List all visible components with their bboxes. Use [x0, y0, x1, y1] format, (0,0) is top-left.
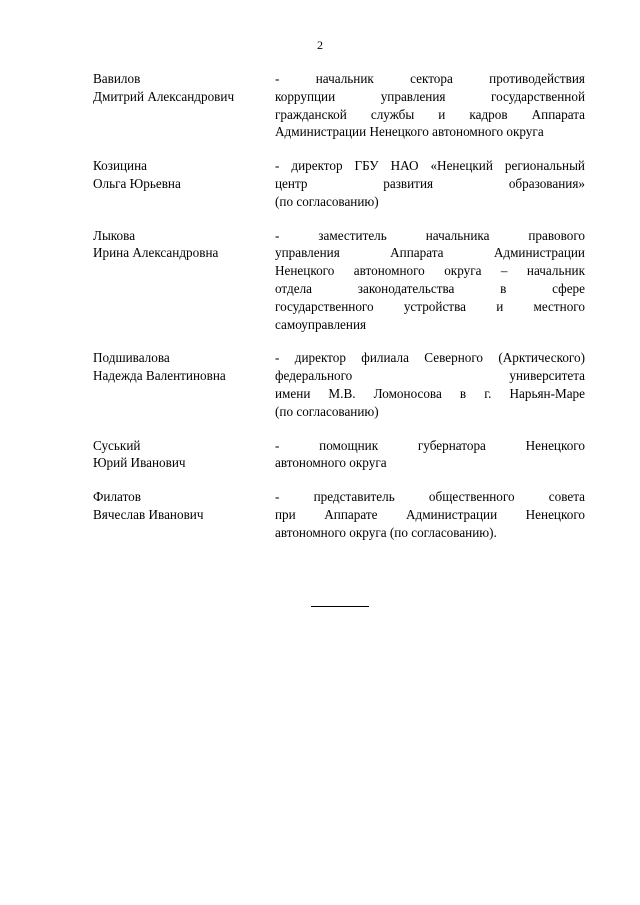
member-name [93, 488, 275, 541]
member-surname: Вавилов [93, 71, 141, 86]
member-entry [93, 488, 585, 541]
position-line: самоуправления [275, 316, 367, 332]
member-position [275, 157, 585, 210]
member-name [93, 437, 275, 473]
position-line: управления Аппарата Администрации [275, 245, 585, 261]
position-line: коррупции управления государственной [275, 88, 585, 104]
member-given-name: Вячеслав Иванович [93, 506, 204, 522]
member-given-name: Дмитрий Александрович [93, 88, 235, 104]
page-number: 2 [317, 38, 323, 52]
member-entry [93, 157, 585, 210]
position-line: при Аппарате Администрации Ненецкого [275, 506, 585, 522]
member-position [275, 488, 585, 541]
position-line: (по согласованию) [275, 403, 379, 419]
member-position [275, 227, 585, 334]
member-name [93, 70, 275, 141]
position-line: Ненецкого автономного округа – начальник [275, 263, 585, 279]
position-line: автономного округа (по согласованию). [275, 524, 497, 540]
member-surname: Суський [93, 437, 141, 453]
position-line: имени М.В. Ломоносова в г. Нарьян-Маре [275, 385, 585, 401]
member-position [275, 70, 585, 141]
member-surname: Филатов [93, 489, 141, 505]
member-surname: Лыкова [93, 227, 136, 243]
member-surname: Подшивалова [93, 350, 170, 366]
member-list [93, 70, 585, 558]
position-line: гражданской службы и кадров Аппарата [275, 106, 585, 122]
member-entry [93, 437, 585, 473]
position-line: Администрации Ненецкого автономного округа [275, 124, 544, 140]
end-of-document-line [311, 606, 369, 607]
position-line: федерального университета [275, 368, 585, 384]
member-name [93, 157, 275, 210]
member-entry [93, 227, 585, 334]
member-name [93, 227, 275, 334]
position-line: государственного устройства и местного [275, 298, 585, 314]
position-line: (по согласованию) [275, 193, 379, 209]
position-line: - представитель общественного совета [275, 489, 585, 505]
member-position [275, 349, 585, 420]
member-surname: Козицина [93, 158, 148, 174]
member-entry [93, 349, 585, 420]
position-line: отдела законодательства в сфере [275, 280, 585, 296]
position-line: автономного округа [275, 455, 387, 471]
position-line: - директор ГБУ НАО «Ненецкий региональный [275, 158, 585, 174]
position-line: - начальник сектора противодействия [275, 71, 585, 86]
member-given-name: Надежда Валентиновна [93, 368, 226, 384]
member-position [275, 437, 585, 473]
position-line: центр развития образования» [275, 175, 585, 191]
member-given-name: Ольга Юрьевна [93, 175, 181, 191]
member-name [93, 349, 275, 420]
member-given-name: Юрий Иванович [93, 455, 186, 471]
member-entry [93, 70, 585, 141]
position-line: - заместитель начальника правового [275, 227, 585, 243]
position-line: - директор филиала Северного (Арктического) [275, 350, 585, 366]
position-line: - помощник губернатора Ненецкого [275, 437, 585, 453]
member-given-name: Ирина Александровна [93, 245, 219, 261]
